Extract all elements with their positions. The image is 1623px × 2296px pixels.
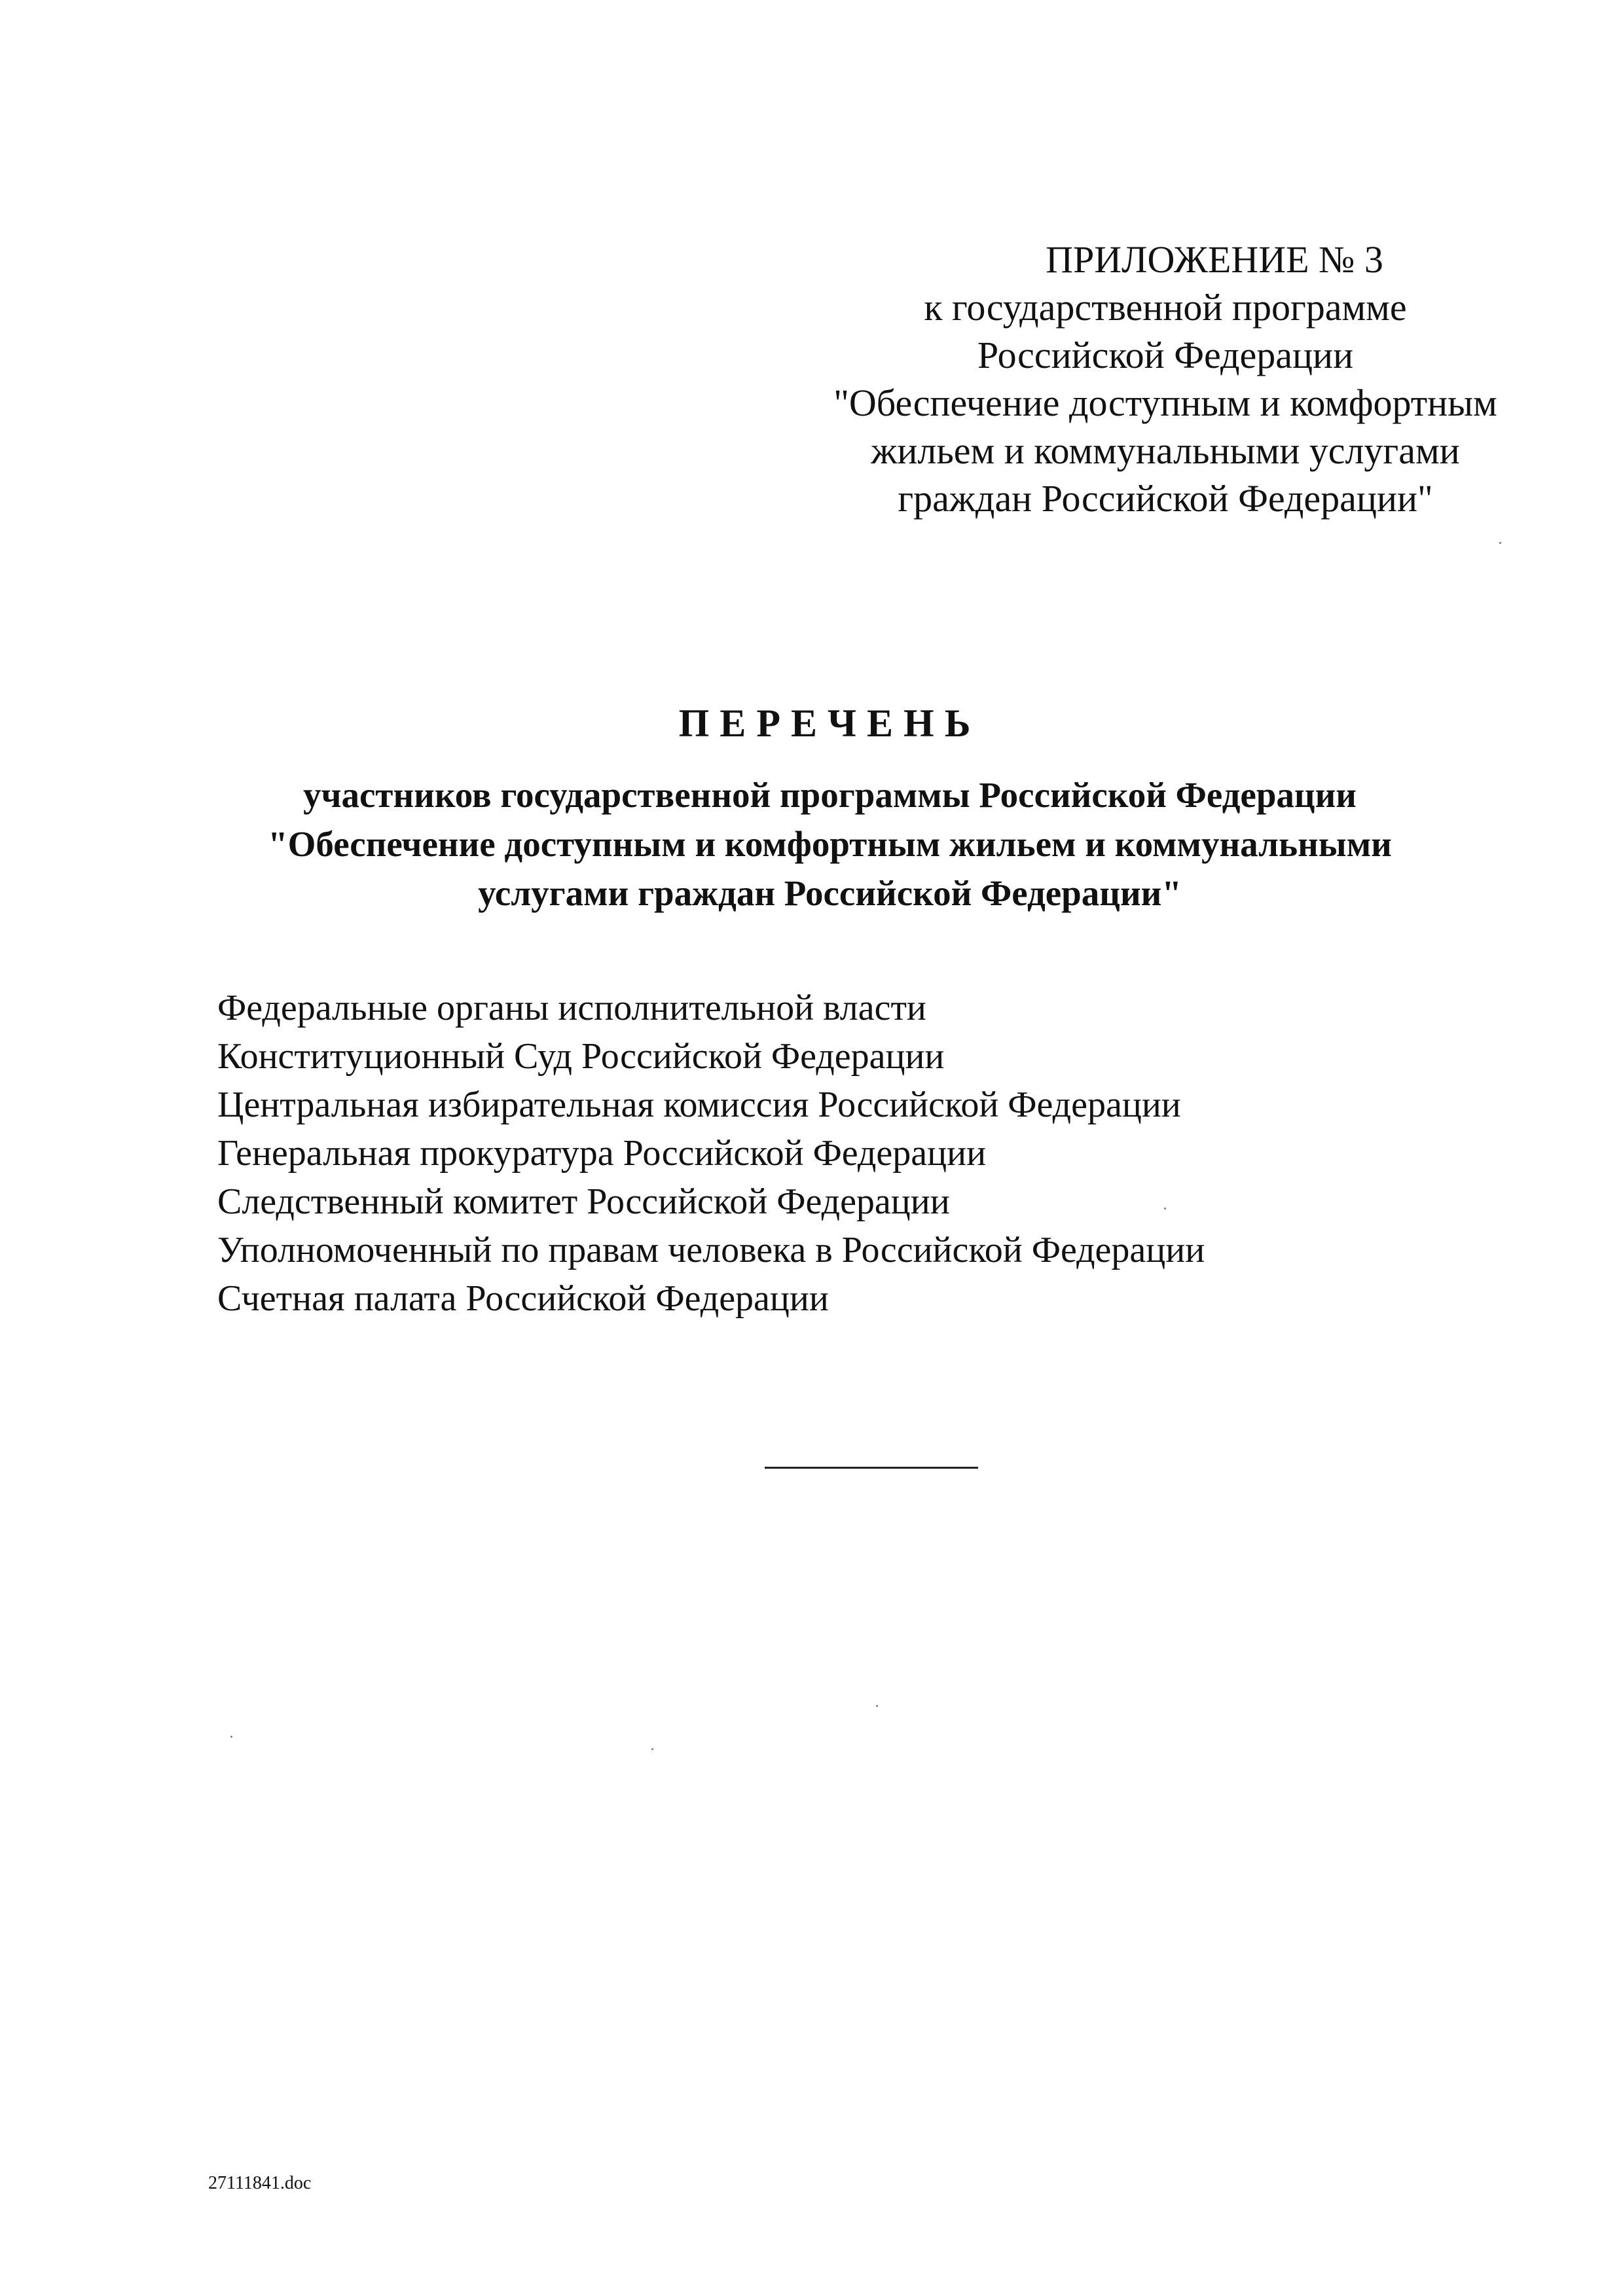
appendix-line: граждан Российской Федерации" — [898, 477, 1433, 520]
scan-speck — [230, 1736, 232, 1738]
document-title: ПЕРЕЧЕНЬ — [678, 702, 981, 745]
scan-speck — [1164, 1208, 1166, 1210]
subtitle-line: "Обеспечение доступным и комфортным жильем и коммунальными — [268, 824, 1392, 864]
scan-speck — [651, 1748, 653, 1750]
appendix-line: к государственной программе — [924, 286, 1407, 329]
appendix-heading: ПРИЛОЖЕНИЕ № 3 — [1046, 238, 1383, 281]
participant-item: Федеральные органы исполнительной власти — [217, 988, 926, 1028]
participant-item: Конституционный Суд Российской Федерации — [217, 1036, 945, 1077]
participant-item: Следственный комитет Российской Федерации — [217, 1181, 950, 1222]
subtitle-line: услугами граждан Российской Федерации" — [478, 873, 1182, 913]
participant-item: Центральная избирательная комиссия Российской Федерации — [217, 1085, 1181, 1125]
appendix-line: Российской Федерации — [977, 334, 1354, 376]
scan-speck — [876, 1705, 878, 1707]
file-code: 27111841.doc — [208, 2173, 312, 2193]
participants-list — [217, 984, 1396, 1323]
document-subtitle — [196, 770, 1463, 918]
appendix-line: жильем и коммунальными услугами — [871, 429, 1460, 472]
participant-item: Генеральная прокуратура Российской Федерации — [217, 1133, 987, 1174]
appendix-line: "Обеспечение доступным и комфортным — [833, 382, 1497, 424]
end-divider — [765, 1467, 978, 1469]
document-title-block — [196, 697, 1463, 918]
appendix-header — [812, 236, 1519, 522]
participant-item: Счетная палата Российской Федерации — [217, 1278, 829, 1319]
subtitle-line: участников государственной программы Российской Федерации — [303, 775, 1357, 815]
scan-speck — [1499, 542, 1501, 544]
participant-item: Уполномоченный по правам человека в Российской Федерации — [217, 1230, 1205, 1270]
